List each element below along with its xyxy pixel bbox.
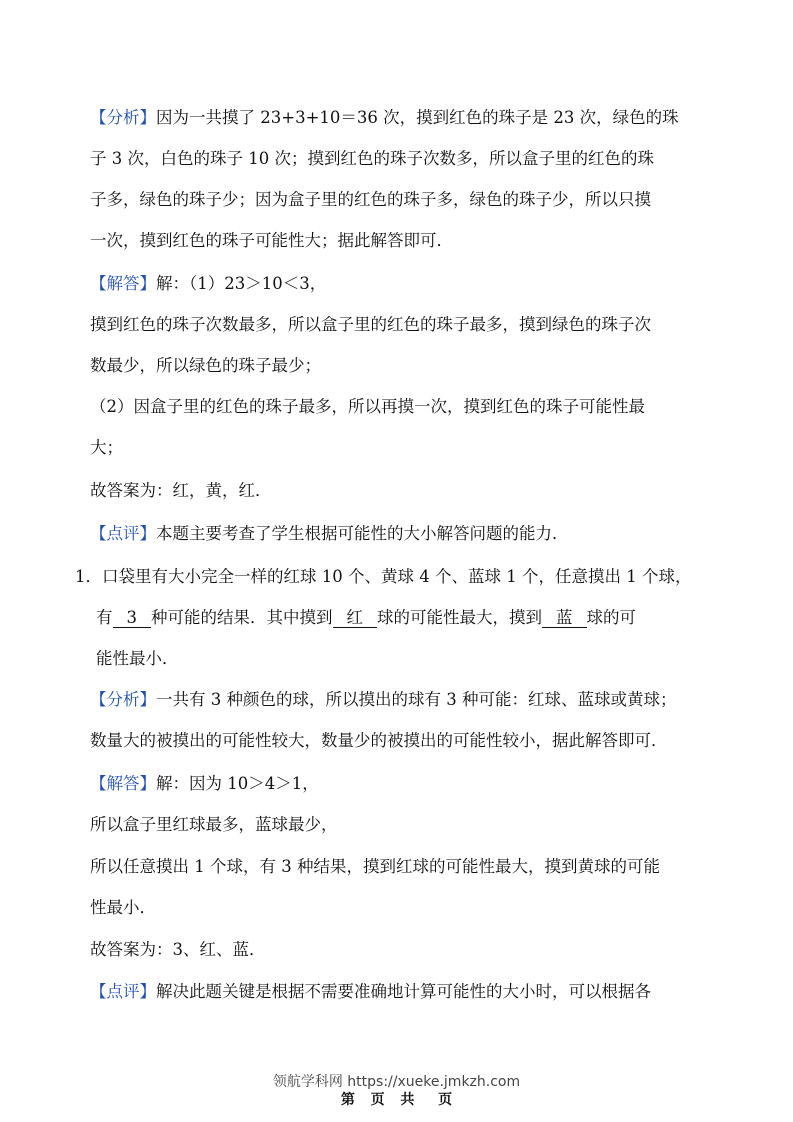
- text-line: 所以盒子里红球最多，蓝球最少，: [90, 815, 338, 834]
- text-line: 性最小．: [90, 898, 156, 917]
- text-line: 一次，摸到红色的珠子可能性大；据此解答即可．: [90, 231, 453, 250]
- answer-line: 【解答】解：（1）23＞10＜3，: [90, 274, 327, 293]
- text-line: 数量大的被摸出的可能性较大，数量少的被摸出的可能性较小，据此解答即可．: [90, 731, 668, 750]
- analysis-tag: 【分析】: [90, 690, 156, 709]
- text-line: 能性最小．: [96, 649, 179, 668]
- text-line: 子 3 次，白色的珠子 10 次；摸到红色的珠子次数多，所以盒子里的红色的珠: [90, 149, 654, 168]
- comment-line: 【点评】解决此题关键是根据不需要准确地计算可能性的大小时，可以根据各: [90, 982, 651, 1001]
- comment-line: 【点评】本题主要考查了学生根据可能性的大小解答问题的能力．: [90, 524, 569, 543]
- text-line: 故答案为：3、红、蓝．: [90, 940, 266, 959]
- analysis-line: 【分析】因为一共摸了 23+3+10＝36 次，摸到红色的珠子是 23 次，绿色的珠: [90, 108, 679, 127]
- answer-blank: 红: [333, 609, 378, 628]
- text-line: 大；: [90, 438, 123, 457]
- answer-blank: 3: [113, 609, 152, 628]
- text-line: 所以任意摸出 1 个球，有 3 种结果，摸到红球的可能性最大，摸到黄球的可能: [90, 857, 660, 876]
- comment-tag: 【点评】: [90, 982, 156, 1001]
- answer-tag: 【解答】: [90, 274, 156, 293]
- question-number: 1．: [75, 567, 102, 586]
- text-line: （2）因盒子里的红色的珠子最多，所以再摸一次，摸到红色的珠子可能性最: [90, 397, 645, 416]
- question-line: 有 3 种可能的结果．其中摸到 红 球的可能性最大，摸到 蓝 球的可: [96, 608, 636, 627]
- comment-tag: 【点评】: [90, 524, 156, 543]
- analysis-line: 【分析】一共有 3 种颜色的球，所以摸出的球有 3 种可能：红球、蓝球或黄球；: [90, 690, 677, 709]
- answer-tag: 【解答】: [90, 774, 156, 793]
- answer-blank: 蓝: [542, 609, 587, 628]
- text-line: 子多，绿色的珠子少；因为盒子里的红色的珠子多，绿色的珠子少，所以只摸: [90, 190, 651, 209]
- text-line: 摸到红色的珠子次数最多，所以盒子里的红色的珠子最多，摸到绿色的珠子次: [90, 315, 651, 334]
- text-line: 数最少，所以绿色的珠子最少；: [90, 356, 321, 375]
- footer-page-number: 第 页 共 页: [340, 1092, 453, 1108]
- answer-line: 【解答】解：因为 10＞4＞1，: [90, 774, 319, 793]
- text-line: 故答案为：红，黄，红．: [90, 481, 272, 500]
- analysis-tag: 【分析】: [90, 108, 156, 127]
- question-line: 1．口袋里有大小完全一样的红球 10 个、黄球 4 个、蓝球 1 个，任意摸出 1 个球，: [75, 567, 692, 586]
- footer-site: 领航学科网 https://xueke.jmkzh.com: [272, 1074, 521, 1090]
